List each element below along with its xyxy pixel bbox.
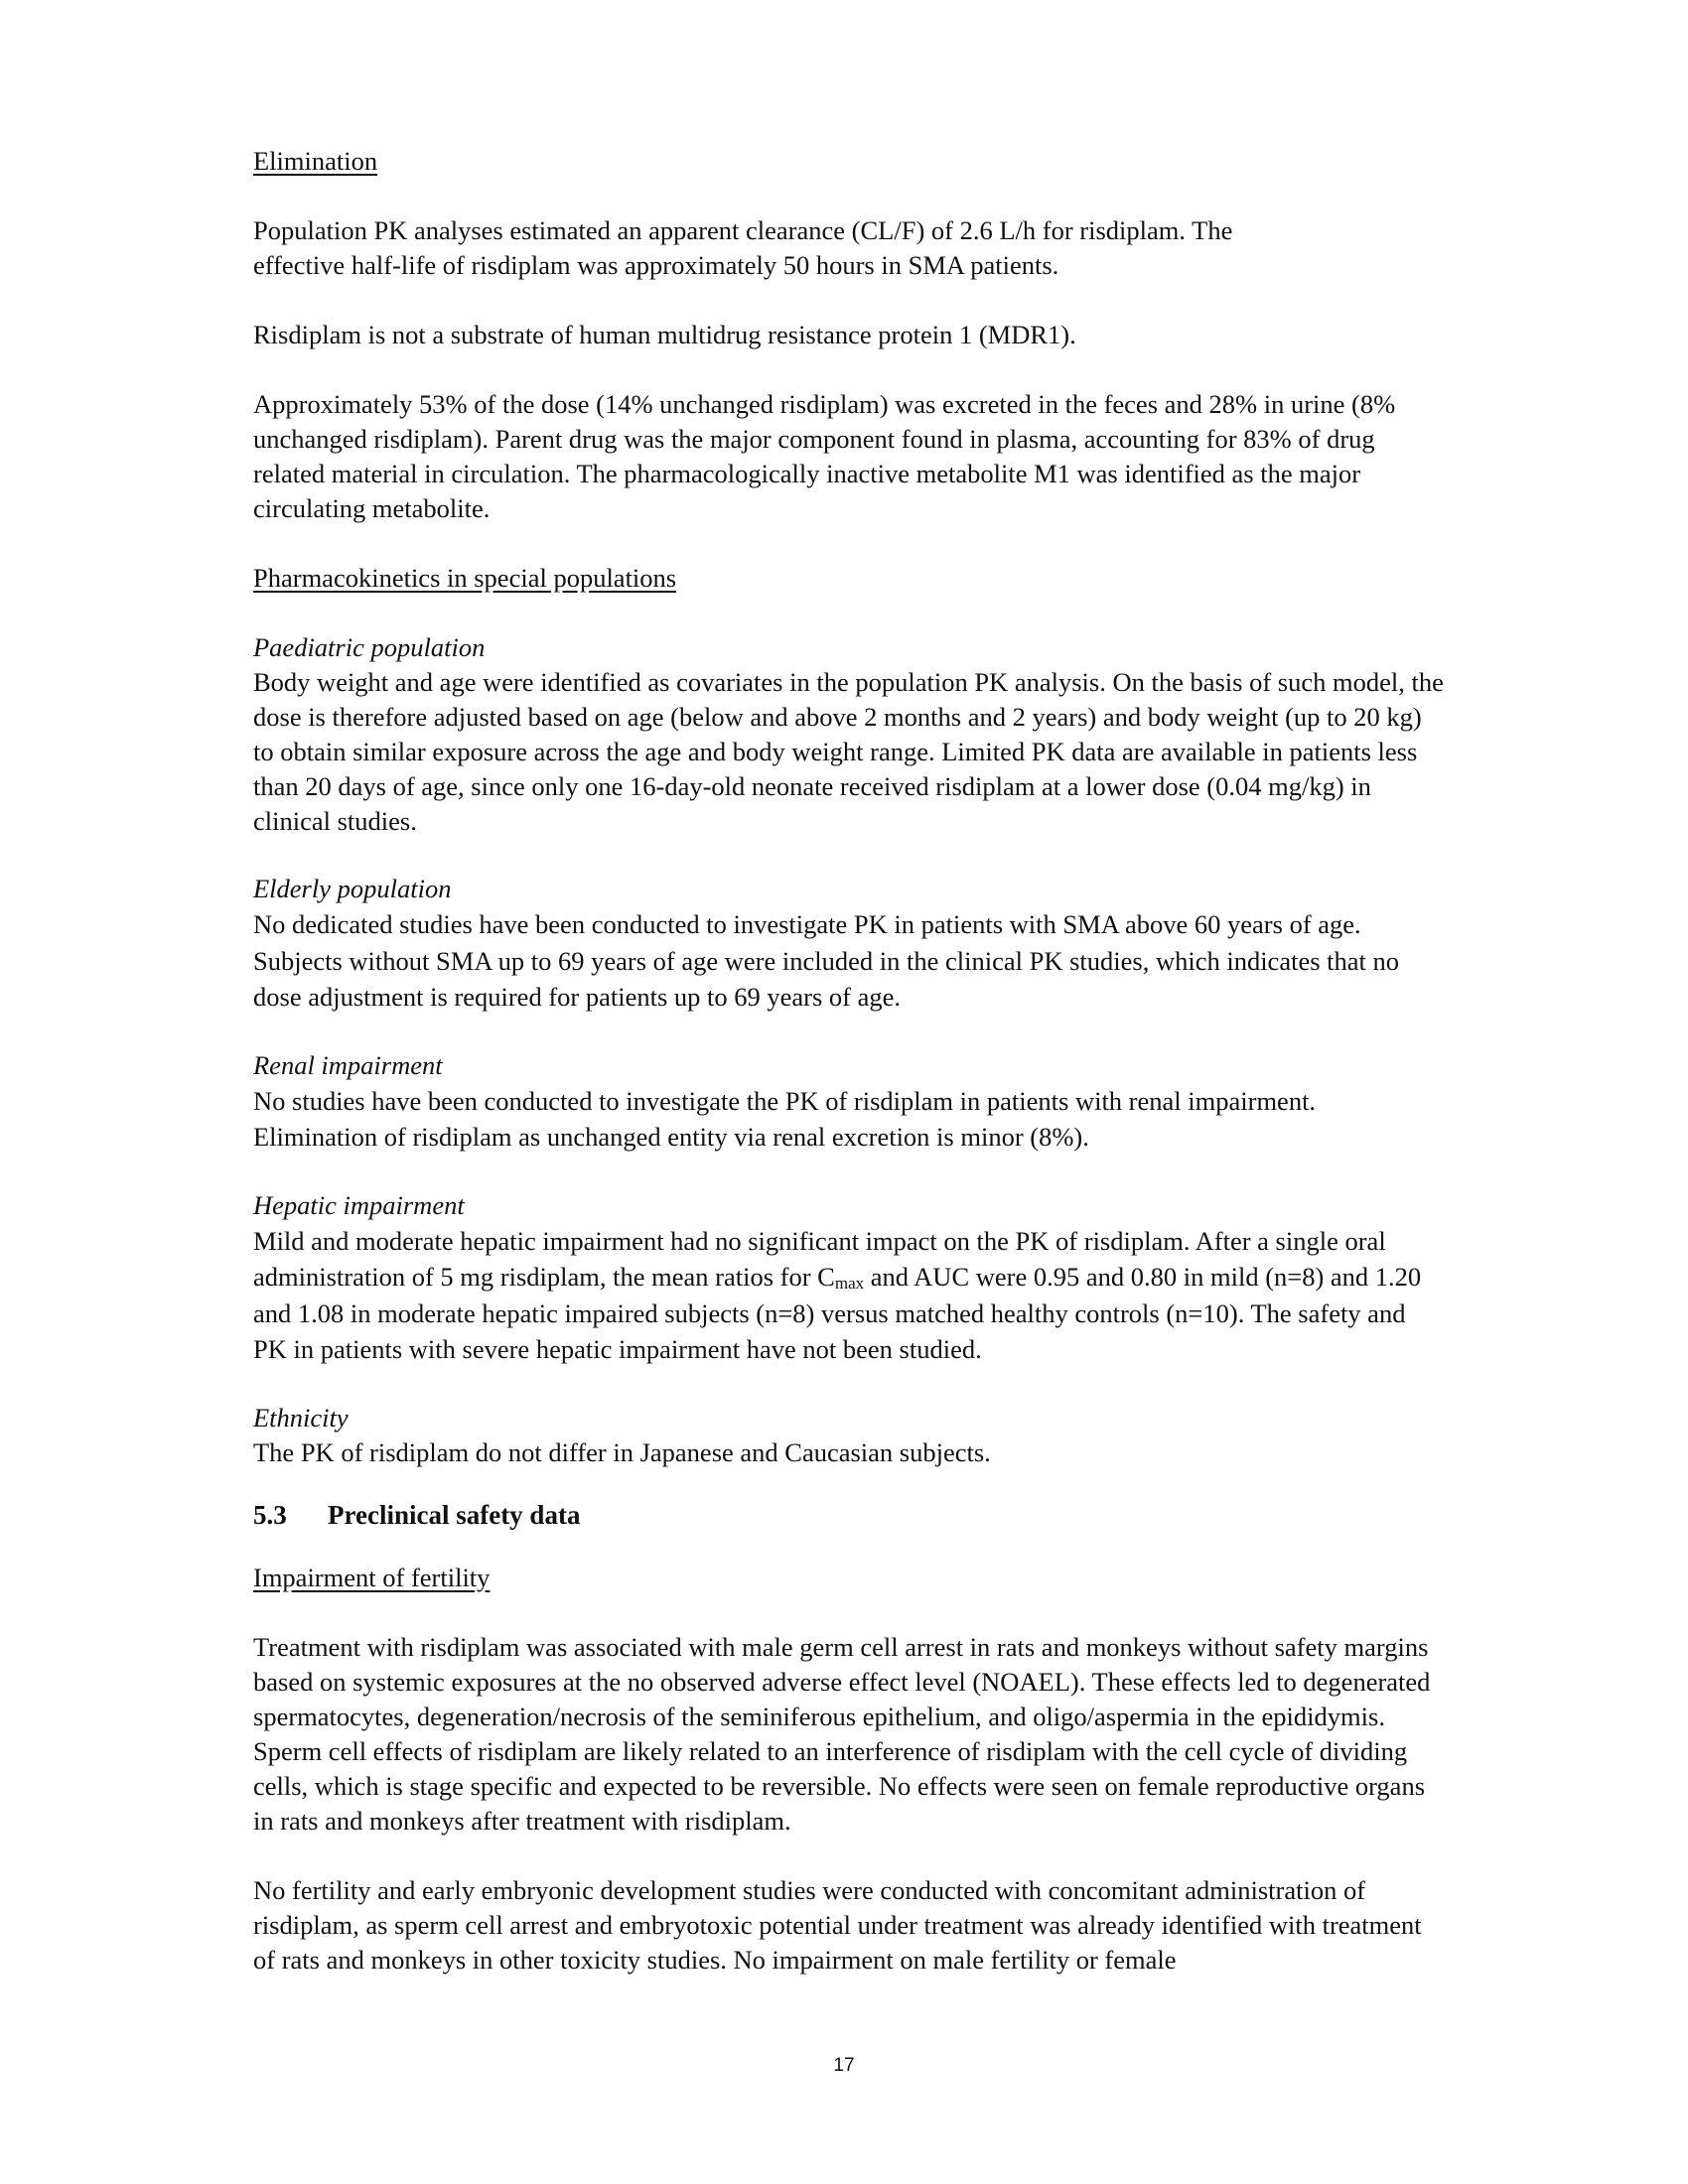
hepatic-text-part-2: and AUC were 0.95 and 0.80 in mild (n=8) and 1.20 and 1.08 in moderate hepatic impaired subjects (n=8) versus matched healthy controls (n=10). The safety and PK in patients with severe hepatic impairment have not been studied. — [253, 1262, 1422, 1364]
renal-heading: Renal impairment — [253, 1049, 443, 1080]
elimination-section — [253, 144, 1445, 561]
elimination-paragraph-2: Risdiplam is not a substrate of human multidrug resistance protein 1 (MDR1). — [253, 320, 1076, 349]
page-number: 17 — [833, 2055, 855, 2076]
hepatic-heading: Hepatic impairment — [253, 1189, 465, 1220]
elimination-paragraph-1: Population PK analyses estimated an apparent clearance (CL/F) of 2.6 L/h for risdiplam. The effective half-life of risdiplam was approximately 50 hours in SMA patients. — [253, 215, 1233, 280]
ethnicity-text: The PK of risdiplam do not differ in Japanese and Caucasian subjects. — [253, 1436, 991, 1467]
paediatric-text: Body weight and age were identified as covariates in the population PK analysis. On the basis of such model, the dose is therefore adjusted based on age (below and above 2 months and 2 years) and body weight (up to 20 kg) to obtain similar exposure across the age and body weight range. Limited PK data are available in patients less than 20 days of age, since only one 16-day-old neonate received risdiplam at a lower dose (0.04 mg/kg) in clinical studies. — [253, 667, 1444, 836]
hepatic-text — [253, 1223, 1445, 1368]
ethnicity-heading: Ethnicity — [253, 1402, 349, 1433]
elderly-text: No dedicated studies have been conducted to investigate PK in patients with SMA above 60 years of age. Subjects without SMA up to 69 years of age were included in the clinical PK studies, which indicates that no dose adjustment is required for patients up to 69 years of age. — [253, 909, 1400, 1012]
elderly-heading: Elderly population — [253, 874, 452, 903]
elimination-heading: Elimination — [253, 146, 378, 176]
fertility-paragraph-2: No fertility and early embryonic development studies were conducted with concomitant administration of risdiplam, as sperm cell arrest and embryotoxic potential under treatment was already identified with treatment of rats and monkeys in other toxicity studies. No impairment on male fertility or female — [253, 1874, 1422, 1975]
document-page — [253, 144, 1445, 1978]
section-number: 5.3 — [253, 1499, 287, 1530]
paediatric-heading: Paediatric population — [253, 632, 486, 662]
special-populations-heading: Pharmacokinetics in special populations — [253, 563, 677, 593]
preclinical-section — [253, 1498, 1445, 1978]
fertility-paragraph-1: Treatment with risdiplam was associated with male germ cell arrest in rats and monkeys without safety margins based on systemic exposures at the no observed adverse effect level (NOAEL). These effects led to degenerated spermatocytes, degeneration/necrosis of the seminiferous epithelium, and oligo/aspermia in the epididymis. Sperm cell effects of risdiplam are likely related to an interference of risdiplam with the cell cycle of dividing cells, which is stage specific and expected to be reversible. No effects were seen on female reproductive organs in rats and monkeys after treatment with risdiplam. — [253, 1631, 1431, 1836]
fertility-heading: Impairment of fertility — [253, 1562, 491, 1592]
renal-text: No studies have been conducted to investigate the PK of risdiplam in patients with renal impairment. Elimination of risdiplam as unchanged entity via renal excretion is minor (8%). — [253, 1085, 1317, 1152]
elimination-paragraph-3: Approximately 53% of the dose (14% unchanged risdiplam) was excreted in the feces and 28% in urine (8% unchanged risdiplam). Parent drug was the major component found in plasma, accounting for 83% of drug related material in circulation. The pharmacologically inactive metabolite M1 was identified as the major circulating metabolite. — [253, 389, 1396, 523]
section-heading — [253, 1498, 1445, 1533]
section-title: Preclinical safety data — [328, 1499, 581, 1530]
hepatic-text-part-1: Mild and moderate hepatic impairment had no significant impact on the PK of risdiplam. After a single oral administration of 5 mg risdiplam, the mean ratios for C — [253, 1225, 1386, 1292]
special-populations-section — [253, 561, 1445, 1498]
cmax-subscript: max — [834, 1274, 865, 1293]
